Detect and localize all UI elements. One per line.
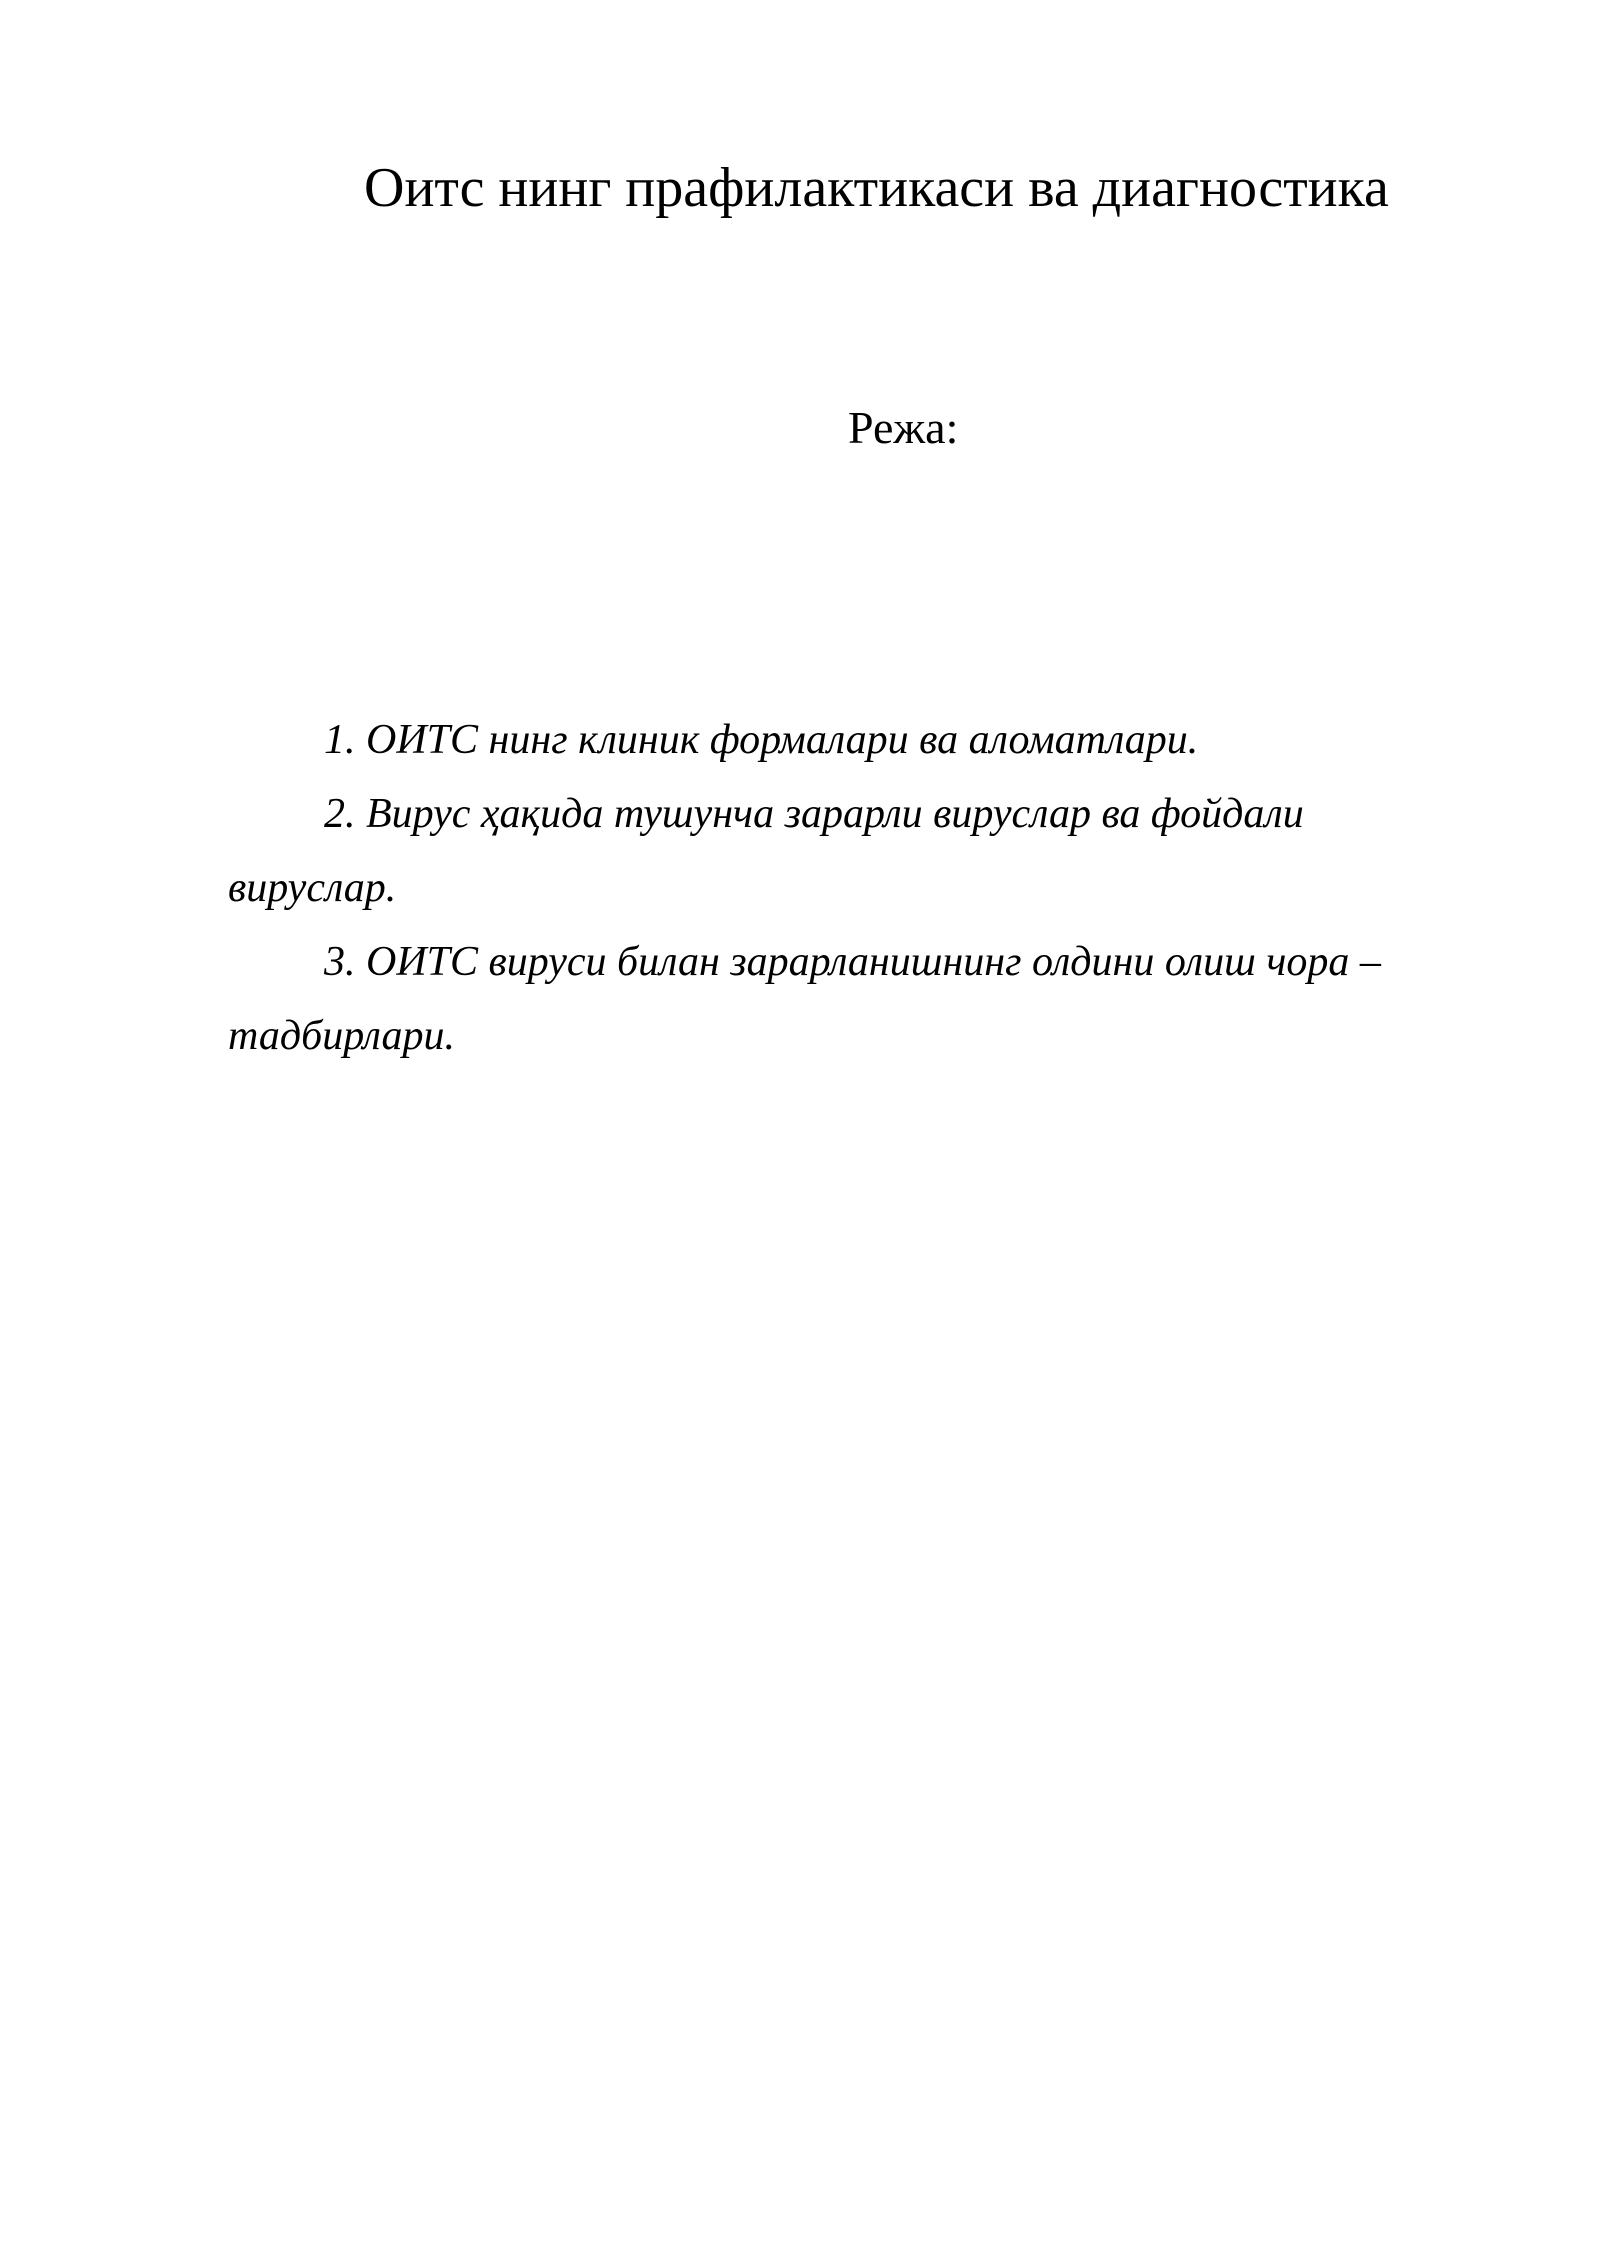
plan-heading: Режа: [848,402,959,453]
plan-list [228,703,1408,1073]
plan-item-3: 3. ОИТС вируси билан зарарланишнинг олдини олиш чора – тадбирлари. [228,939,1381,1059]
plan-item-2: 2. Вирус ҳақида тушунча зарарли вируслар ва фойдали вируслар. [228,791,1304,911]
document-title: Оитс нинг прафилактикаси ва диагностика [364,157,1389,219]
plan-item-1: 1. ОИТС нинг клиник формалари ва аломатлари. [324,717,1199,763]
